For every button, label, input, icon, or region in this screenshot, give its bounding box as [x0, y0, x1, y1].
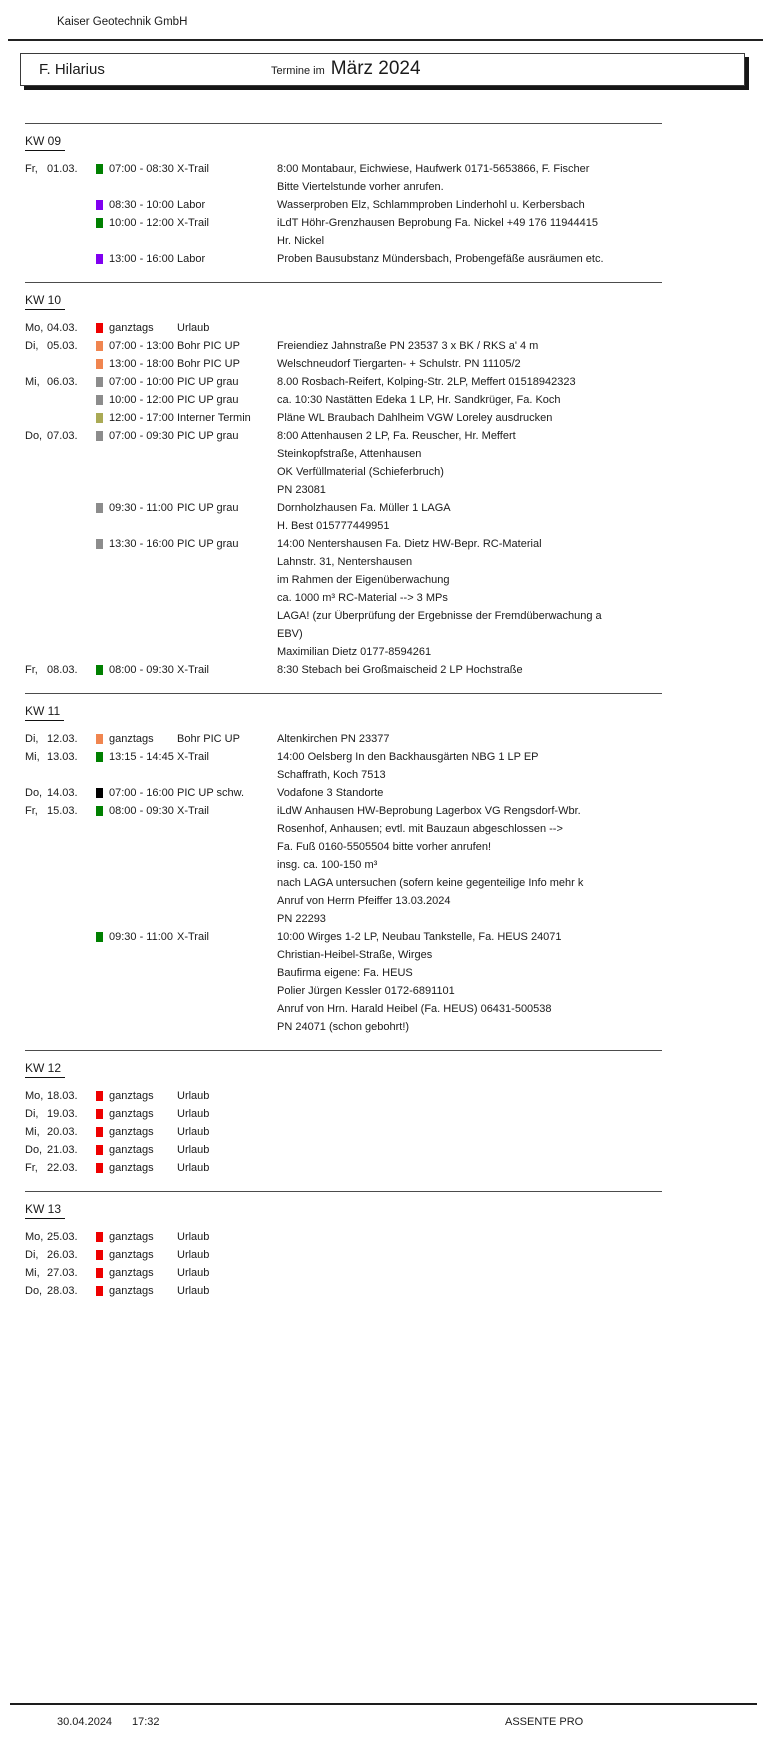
appointment-row: [25, 319, 780, 337]
appointment-continuation-row: [25, 892, 780, 910]
description-line: Pläne WL Braubach Dahlheim VGW Loreley ausdrucken: [277, 412, 553, 424]
marker-cell: [96, 395, 109, 405]
category-color-marker: [96, 734, 103, 744]
category-label: Urlaub: [177, 1108, 210, 1120]
description-line: Anruf von Herrn Pfeiffer 13.03.2024: [277, 895, 451, 907]
category-color-marker: [96, 1268, 103, 1278]
time-range: 07:00 - 10:00: [109, 376, 174, 388]
marker-cell: [96, 806, 109, 816]
description-line: Altenkirchen PN 23377: [277, 733, 390, 745]
category-label: X-Trail: [177, 163, 209, 175]
print-date: 30.04.2024: [57, 1716, 113, 1728]
description-line: Maximilian Dietz 0177-8594261: [277, 646, 432, 658]
appointment-row: [25, 373, 780, 391]
day-cell: [25, 322, 96, 334]
description-line: Hr. Nickel: [277, 235, 325, 247]
marker-cell: [96, 359, 109, 369]
day-cell: [25, 1285, 96, 1297]
time-range: ganztags: [109, 1090, 154, 1102]
marker-cell: [96, 1127, 109, 1137]
description-line: Vodafone 3 Standorte: [277, 787, 384, 799]
category-color-marker: [96, 1163, 103, 1173]
appointment-continuation-row: [25, 1018, 780, 1036]
title-month: März 2024: [330, 58, 421, 79]
time-range: 13:00 - 16:00: [109, 253, 174, 265]
week-label: KW 09: [25, 134, 65, 151]
marker-cell: [96, 1286, 109, 1296]
description-line: 10:00 Wirges 1-2 LP, Neubau Tankstelle, Fa. HEUS 24071: [277, 931, 562, 943]
appointment-row: [25, 499, 780, 517]
category-label: PIC UP grau: [177, 394, 239, 406]
date-label: 22.03.: [47, 1162, 78, 1174]
category-label: PIC UP grau: [177, 376, 239, 388]
time-range: ganztags: [109, 1249, 154, 1261]
date-label: 06.03.: [47, 376, 78, 388]
appointment-continuation-row: [25, 553, 780, 571]
time-range: 12:00 - 17:00: [109, 412, 174, 424]
appointment-continuation-row: [25, 607, 780, 625]
description-line: nach LAGA untersuchen (sofern keine gegenteilige Info mehr k: [277, 877, 584, 889]
appointment-continuation-row: [25, 178, 780, 196]
date-label: 14.03.: [47, 787, 78, 799]
section-rule: [25, 282, 662, 283]
category-color-marker: [96, 788, 103, 798]
date-label: 15.03.: [47, 805, 78, 817]
time-range: ganztags: [109, 1231, 154, 1243]
weekday-label: Di,: [25, 1249, 39, 1261]
time-range: 09:30 - 11:00: [109, 931, 174, 943]
week-section: [0, 1191, 780, 1314]
marker-cell: [96, 752, 109, 762]
category-color-marker: [96, 1250, 103, 1260]
date-label: 26.03.: [47, 1249, 78, 1261]
category-color-marker: [96, 413, 103, 423]
category-label: Urlaub: [177, 1285, 210, 1297]
description-line: Steinkopfstraße, Attenhausen: [277, 448, 422, 460]
marker-cell: [96, 788, 109, 798]
day-cell: [25, 376, 96, 388]
time-range: ganztags: [109, 1267, 154, 1279]
appointment-continuation-row: [25, 463, 780, 481]
description-line: 8:00 Attenhausen 2 LP, Fa. Reuscher, Hr. Meffert: [277, 430, 516, 442]
time-range: 13:15 - 14:45: [109, 751, 174, 763]
app-name: ASSENTE PRO: [505, 1716, 584, 1728]
description-line: Schaffrath, Koch 7513: [277, 769, 386, 781]
marker-cell: [96, 323, 109, 333]
category-label: Urlaub: [177, 1267, 210, 1279]
category-label: Urlaub: [177, 1231, 210, 1243]
category-label: X-Trail: [177, 664, 209, 676]
appointment-row: [25, 337, 780, 355]
appointment-continuation-row: [25, 766, 780, 784]
appointment-continuation-row: [25, 982, 780, 1000]
date-label: 28.03.: [47, 1285, 78, 1297]
day-cell: [25, 163, 96, 175]
appointment-continuation-row: [25, 838, 780, 856]
day-cell: [25, 1162, 96, 1174]
marker-cell: [96, 413, 109, 423]
weekday-label: Di,: [25, 733, 39, 745]
category-label: X-Trail: [177, 751, 209, 763]
week-section: [0, 282, 780, 693]
appointment-continuation-row: [25, 643, 780, 661]
time-range: ganztags: [109, 1126, 154, 1138]
marker-cell: [96, 377, 109, 387]
marker-cell: [96, 218, 109, 228]
category-color-marker: [96, 752, 103, 762]
appointment-rows: [0, 160, 780, 282]
appointment-continuation-row: [25, 232, 780, 250]
marker-cell: [96, 341, 109, 351]
week-label: KW 11: [25, 704, 64, 721]
marker-cell: [96, 1091, 109, 1101]
week-section: [0, 123, 780, 282]
weekday-label: Mo,: [25, 322, 44, 334]
day-cell: [25, 1267, 96, 1279]
description-line: PN 23081: [277, 484, 326, 496]
weekday-label: Di,: [25, 1108, 39, 1120]
day-cell: [25, 340, 96, 352]
description-line: 8:00 Montabaur, Eichwiese, Haufwerk 0171-5653866, F. Fischer: [277, 163, 590, 175]
title-box: [20, 53, 745, 86]
category-color-marker: [96, 932, 103, 942]
description-line: Rosenhof, Anhausen; evtl. mit Bauzaun abgeschlossen -->: [277, 823, 563, 835]
description-line: Lahnstr. 31, Nentershausen: [277, 556, 413, 568]
week-label: KW 10: [25, 293, 65, 310]
category-label: X-Trail: [177, 931, 209, 943]
date-label: 13.03.: [47, 751, 78, 763]
category-color-marker: [96, 431, 103, 441]
date-label: 05.03.: [47, 340, 78, 352]
day-cell: [25, 751, 96, 763]
category-label: PIC UP grau: [177, 502, 239, 514]
time-range: 07:00 - 08:30: [109, 163, 174, 175]
appointment-row: [25, 784, 780, 802]
appointment-continuation-row: [25, 481, 780, 499]
footer-rule: [10, 1703, 757, 1705]
category-label: Urlaub: [177, 322, 210, 334]
weekday-label: Fr,: [25, 1162, 38, 1174]
date-label: 01.03.: [47, 163, 78, 175]
category-label: Urlaub: [177, 1144, 210, 1156]
time-range: ganztags: [109, 322, 154, 334]
marker-cell: [96, 1268, 109, 1278]
marker-cell: [96, 539, 109, 549]
category-label: Urlaub: [177, 1162, 210, 1174]
appointment-row: [25, 748, 780, 766]
time-range: ganztags: [109, 1144, 154, 1156]
day-cell: [25, 1090, 96, 1102]
appointment-row: [25, 1123, 780, 1141]
weekday-label: Do,: [25, 1285, 43, 1297]
description-line: H. Best 015777449951: [277, 520, 390, 532]
description-line: OK Verfüllmaterial (Schieferbruch): [277, 466, 444, 478]
date-label: 20.03.: [47, 1126, 78, 1138]
time-range: 08:00 - 09:30: [109, 664, 174, 676]
category-color-marker: [96, 1109, 103, 1119]
section-rule: [25, 1050, 662, 1051]
category-color-marker: [96, 503, 103, 513]
category-color-marker: [96, 539, 103, 549]
category-color-marker: [96, 1232, 103, 1242]
appointment-continuation-row: [25, 517, 780, 535]
print-time: 17:32: [132, 1716, 160, 1728]
description-line: EBV): [277, 628, 303, 640]
date-label: 04.03.: [47, 322, 78, 334]
appointment-row: [25, 409, 780, 427]
appointment-continuation-row: [25, 445, 780, 463]
day-cell: [25, 805, 96, 817]
appointment-continuation-row: [25, 874, 780, 892]
category-label: Interner Termin: [177, 412, 251, 424]
description-line: PN 24071 (schon gebohrt!): [277, 1021, 410, 1033]
appointment-row: [25, 1105, 780, 1123]
marker-cell: [96, 200, 109, 210]
date-label: 21.03.: [47, 1144, 78, 1156]
date-label: 18.03.: [47, 1090, 78, 1102]
appointment-row: [25, 730, 780, 748]
company-name: Kaiser Geotechnik GmbH: [57, 16, 188, 28]
appointment-row: [25, 1264, 780, 1282]
weekday-label: Mo,: [25, 1090, 44, 1102]
category-label: Urlaub: [177, 1090, 210, 1102]
weekday-label: Do,: [25, 787, 43, 799]
appointment-continuation-row: [25, 1000, 780, 1018]
category-color-marker: [96, 164, 103, 174]
category-label: PIC UP grau: [177, 538, 239, 550]
appointment-row: [25, 1228, 780, 1246]
marker-cell: [96, 734, 109, 744]
marker-cell: [96, 503, 109, 513]
appointment-continuation-row: [25, 946, 780, 964]
weekday-label: Fr,: [25, 163, 38, 175]
weekday-label: Mi,: [25, 1267, 40, 1279]
time-range: 09:30 - 11:00: [109, 502, 174, 514]
appointment-row: [25, 1246, 780, 1264]
person-name: F. Hilarius: [39, 61, 105, 78]
category-color-marker: [96, 1286, 103, 1296]
time-range: 07:00 - 13:00: [109, 340, 174, 352]
weekday-label: Di,: [25, 340, 39, 352]
description-line: Anruf von Hrn. Harald Heibel (Fa. HEUS) 06431-500538: [277, 1003, 552, 1015]
category-color-marker: [96, 341, 103, 351]
description-line: iLdT Höhr-Grenzhausen Beprobung Fa. Nickel +49 176 11944415: [277, 217, 598, 229]
marker-cell: [96, 932, 109, 942]
category-color-marker: [96, 1145, 103, 1155]
category-label: PIC UP grau: [177, 430, 239, 442]
category-color-marker: [96, 200, 103, 210]
week-label: KW 12: [25, 1061, 65, 1078]
category-color-marker: [96, 254, 103, 264]
description-line: insg. ca. 100-150 m³: [277, 859, 378, 871]
weekday-label: Do,: [25, 1144, 43, 1156]
category-color-marker: [96, 359, 103, 369]
description-line: Wasserproben Elz, Schlammproben Linderhohl u. Kerbersbach: [277, 199, 585, 211]
description-line: Proben Bausubstanz Mündersbach, Probengefäße ausräumen etc.: [277, 253, 604, 265]
time-range: ganztags: [109, 1108, 154, 1120]
category-label: Bohr PIC UP: [177, 358, 240, 370]
appointment-row: [25, 391, 780, 409]
appointment-continuation-row: [25, 964, 780, 982]
time-range: 07:00 - 09:30: [109, 430, 174, 442]
category-color-marker: [96, 377, 103, 387]
description-line: Dornholzhausen Fa. Müller 1 LAGA: [277, 502, 451, 514]
appointment-row: [25, 1159, 780, 1177]
description-line: ca. 10:30 Nastätten Edeka 1 LP, Hr. Sandkrüger, Fa. Koch: [277, 394, 561, 406]
week-section: [0, 1050, 780, 1191]
marker-cell: [96, 1109, 109, 1119]
appointment-rows: [0, 319, 780, 693]
description-line: Welschneudorf Tiergarten- + Schulstr. PN 11105/2: [277, 358, 521, 370]
appointment-rows: [0, 730, 780, 1050]
marker-cell: [96, 1163, 109, 1173]
description-line: PN 22293: [277, 913, 326, 925]
description-line: LAGA! (zur Überprüfung der Ergebnisse der Fremdüberwachung a: [277, 610, 602, 622]
date-label: 27.03.: [47, 1267, 78, 1279]
category-color-marker: [96, 806, 103, 816]
marker-cell: [96, 254, 109, 264]
category-color-marker: [96, 665, 103, 675]
description-line: 8:30 Stebach bei Großmaischeid 2 LP Hochstraße: [277, 664, 523, 676]
category-label: X-Trail: [177, 805, 209, 817]
description-line: ca. 1000 m³ RC-Material --> 3 MPs: [277, 592, 448, 604]
time-range: 10:00 - 12:00: [109, 217, 174, 229]
day-cell: [25, 664, 96, 676]
day-cell: [25, 1108, 96, 1120]
description-line: im Rahmen der Eigenüberwachung: [277, 574, 450, 586]
title-prefix: Termine im: [271, 65, 325, 77]
section-rule: [25, 693, 662, 694]
week-section: [0, 693, 780, 1050]
appointment-row: [25, 250, 780, 268]
weekday-label: Fr,: [25, 664, 38, 676]
category-color-marker: [96, 1091, 103, 1101]
description-line: Christian-Heibel-Straße, Wirges: [277, 949, 433, 961]
marker-cell: [96, 1232, 109, 1242]
date-label: 12.03.: [47, 733, 78, 745]
appointment-row: [25, 1282, 780, 1300]
appointment-continuation-row: [25, 910, 780, 928]
day-cell: [25, 430, 96, 442]
time-range: 07:00 - 16:00: [109, 787, 174, 799]
day-cell: [25, 1144, 96, 1156]
date-label: 07.03.: [47, 430, 78, 442]
category-label: Labor: [177, 199, 206, 211]
description-line: Polier Jürgen Kessler 0172-6891101: [277, 985, 455, 997]
appointment-row: [25, 535, 780, 553]
appointment-row: [25, 1141, 780, 1159]
category-label: Bohr PIC UP: [177, 733, 240, 745]
time-range: 13:30 - 16:00: [109, 538, 174, 550]
appointment-continuation-row: [25, 589, 780, 607]
appointment-continuation-row: [25, 625, 780, 643]
report-title: [271, 58, 421, 80]
appointment-continuation-row: [25, 820, 780, 838]
time-range: 10:00 - 12:00: [109, 394, 174, 406]
time-range: 13:00 - 18:00: [109, 358, 174, 370]
category-color-marker: [96, 395, 103, 405]
marker-cell: [96, 665, 109, 675]
category-label: Urlaub: [177, 1126, 210, 1138]
description-line: Baufirma eigene: Fa. HEUS: [277, 967, 413, 979]
week-sections: [0, 123, 780, 1314]
day-cell: [25, 733, 96, 745]
category-color-marker: [96, 218, 103, 228]
weekday-label: Fr,: [25, 805, 38, 817]
section-rule: [25, 1191, 662, 1192]
category-label: Bohr PIC UP: [177, 340, 240, 352]
category-color-marker: [96, 1127, 103, 1137]
marker-cell: [96, 164, 109, 174]
appointment-row: [25, 928, 780, 946]
description-line: Fa. Fuß 0160-5505504 bitte vorher anrufen!: [277, 841, 492, 853]
category-label: X-Trail: [177, 217, 209, 229]
weekday-label: Do,: [25, 430, 43, 442]
day-cell: [25, 1249, 96, 1261]
date-label: 08.03.: [47, 664, 78, 676]
description-line: 8.00 Rosbach-Reifert, Kolping-Str. 2LP, Meffert 01518942323: [277, 376, 576, 388]
category-label: Urlaub: [177, 1249, 210, 1261]
description-line: 14:00 Nentershausen Fa. Dietz HW-Bepr. RC-Material: [277, 538, 542, 550]
appointment-continuation-row: [25, 856, 780, 874]
description-line: iLdW Anhausen HW-Beprobung Lagerbox VG Rengsdorf-Wbr.: [277, 805, 581, 817]
appointment-rows: [0, 1087, 780, 1191]
description-line: Bitte Viertelstunde vorher anrufen.: [277, 181, 444, 193]
appointment-continuation-row: [25, 571, 780, 589]
section-rule: [25, 123, 662, 124]
header-rule: [8, 39, 763, 41]
marker-cell: [96, 431, 109, 441]
appointment-row: [25, 1087, 780, 1105]
day-cell: [25, 1231, 96, 1243]
time-range: ganztags: [109, 1285, 154, 1297]
appointment-row: [25, 160, 780, 178]
category-label: Labor: [177, 253, 206, 265]
weekday-label: Mi,: [25, 376, 40, 388]
appointment-row: [25, 427, 780, 445]
weekday-label: Mi,: [25, 1126, 40, 1138]
date-label: 25.03.: [47, 1231, 78, 1243]
day-cell: [25, 787, 96, 799]
time-range: ganztags: [109, 733, 154, 745]
marker-cell: [96, 1145, 109, 1155]
appointment-row: [25, 802, 780, 820]
description-line: 14:00 Oelsberg In den Backhausgärten NBG 1 LP EP: [277, 751, 539, 763]
marker-cell: [96, 1250, 109, 1260]
time-range: 08:00 - 09:30: [109, 805, 174, 817]
appointment-row: [25, 355, 780, 373]
weekday-label: Mi,: [25, 751, 40, 763]
page-footer: [0, 1703, 780, 1743]
time-range: ganztags: [109, 1162, 154, 1174]
appointment-row: [25, 214, 780, 232]
appointment-rows: [0, 1228, 780, 1314]
appointment-row: [25, 196, 780, 214]
appointment-row: [25, 661, 780, 679]
category-color-marker: [96, 323, 103, 333]
date-label: 19.03.: [47, 1108, 78, 1120]
week-label: KW 13: [25, 1202, 65, 1219]
description-line: Freiendiez Jahnstraße PN 23537 3 x BK / RKS a' 4 m: [277, 340, 539, 352]
time-range: 08:30 - 10:00: [109, 199, 174, 211]
weekday-label: Mo,: [25, 1231, 44, 1243]
day-cell: [25, 1126, 96, 1138]
category-label: PIC UP schw.: [177, 787, 245, 799]
